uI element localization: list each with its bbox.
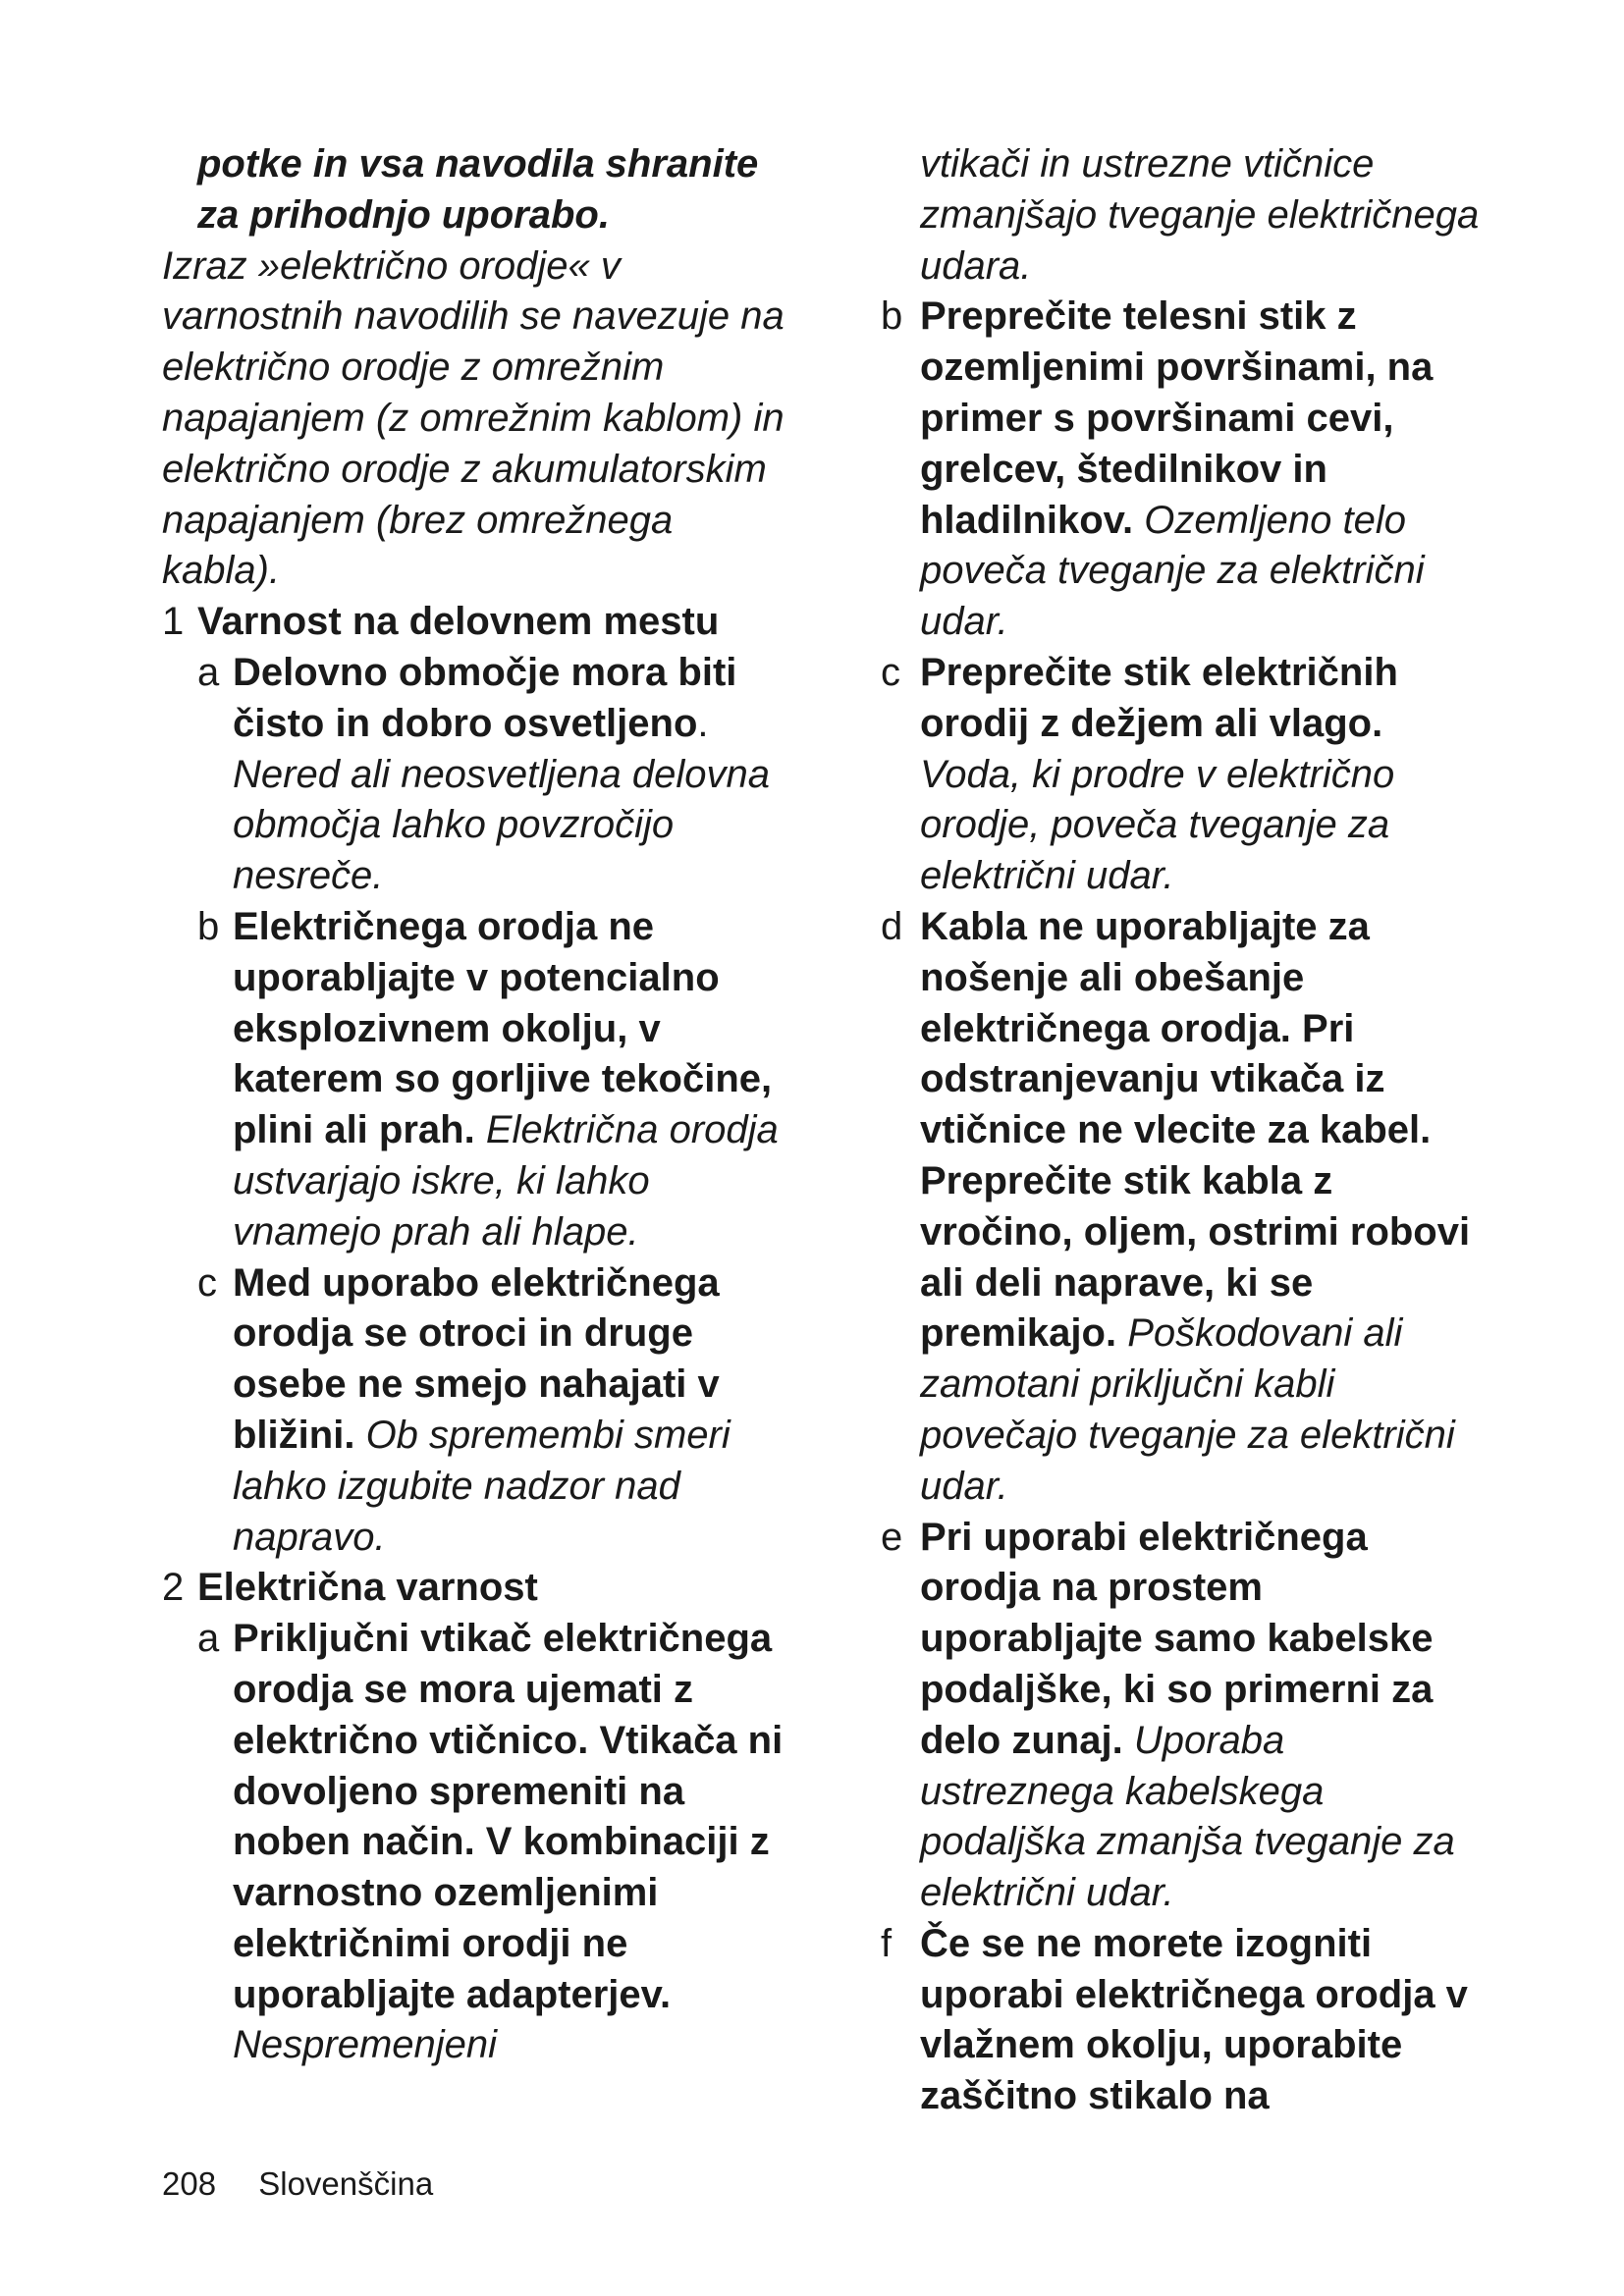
item-instruction: Pri uporabi električnega orodja na prostem uporabljajte samo kabelske podaljške, ki so primerni za delo zunaj. <box>920 1515 1434 1762</box>
continuation-text: vtikači in ustrezne vtičnice zmanjšajo tveganje električnega udara. <box>920 142 1480 288</box>
item-instruction: Kabla ne uporabljajte za nošenje ali obešanje električnega orodja. Pri odstranjevanju vtikača iz vtičnice ne vlecite za kabel. Preprečite stik kabla z vročino, oljem, ostrimi robovi ali deli naprave, ki se premikajo. <box>920 904 1471 1356</box>
item-instruction: Če se ne morete izogniti uporabi električnega orodja v vlažnem okolju, uporabite zaščitno stikalo na <box>920 1921 1468 2118</box>
item-letter: f <box>881 1921 893 1965</box>
list-item <box>881 902 1489 1513</box>
section-workplace-safety <box>162 597 790 648</box>
item-explanation: Električna orodja ustvarjajo iskre, ki lahko vnamejo prah ali hlape. <box>233 1108 779 1254</box>
list-item <box>162 1614 790 2071</box>
item-explanation: Nered ali neosvetljena delovna območja lahko povzročijo nesreče. <box>233 752 771 898</box>
footer-language: Slovenščina <box>258 2165 434 2202</box>
right-column <box>881 139 1489 2122</box>
item-explanation: Ozemljeno telo poveča tveganje za električni udar. <box>920 498 1425 644</box>
lead-text: potke in vsa navodila shranite za prihodnjo uporabo. <box>197 142 759 237</box>
section-title: Varnost na delovnem mestu <box>197 600 720 644</box>
list-item <box>881 648 1489 902</box>
item-punctuation: . <box>697 701 709 745</box>
item-letter: c <box>881 650 900 694</box>
item-instruction: Delovno območje mora biti čisto in dobro osvetljeno <box>233 650 737 745</box>
item-explanation: Ob spremembi smeri lahko izgubite nadzor nad napravo. <box>233 1413 731 1559</box>
item-explanation: Voda, ki prodre v električno orodje, poveča tveganje za električni udar. <box>920 752 1395 898</box>
section-number: 1 <box>162 600 185 644</box>
item-explanation: Poškodovani ali zamotani priključni kabli povečajo tveganje za električni udar. <box>920 1311 1455 1508</box>
item-explanation: Nespremenjeni <box>233 2023 498 2067</box>
list-item <box>162 1258 790 1564</box>
intro-paragraph: Izraz »električno orodje« v varnostnih navodilih se navezuje na električno orodje z omrežnim napajanjem (z omrežnim kablom) in električno orodje z akumulatorskim napajanjem (brez omrežnega kabla). <box>162 243 785 593</box>
item-letter: d <box>881 904 903 948</box>
item-letter: a <box>197 1617 220 1661</box>
section-title: Električna varnost <box>197 1566 538 1610</box>
page-footer <box>162 2164 433 2204</box>
item-instruction: Električnega orodja ne uporabljajte v potencialno eksplozivnem okolju, v katerem so gorljive tekočine, plini ali prah. <box>233 904 773 1152</box>
section-electrical-safety <box>162 1563 790 1614</box>
item-letter: b <box>881 294 903 339</box>
left-column <box>162 139 790 2071</box>
item-letter: e <box>881 1515 903 1559</box>
list-item <box>881 292 1489 648</box>
item-letter: b <box>197 904 220 948</box>
item-instruction: Preprečite telesni stik z ozemljenimi površinami, na primer s površinami cevi, grelcev, štedilnikov in hladilnikov. <box>920 294 1434 542</box>
section-number: 2 <box>162 1566 185 1610</box>
list-item <box>162 648 790 902</box>
item-letter: a <box>197 650 220 694</box>
list-item <box>881 1919 1489 2122</box>
list-item <box>162 902 790 1258</box>
item-instruction: Preprečite stik električnih orodij z dežjem ali vlago. <box>920 650 1398 745</box>
item-letter: c <box>197 1260 217 1305</box>
item-explanation: Uporaba ustreznega kabelskega podaljška zmanjša tveganje za električni udar. <box>920 1718 1455 1915</box>
item-instruction: Priključni vtikač električnega orodja se mora ujemati z električno vtičnico. Vtikača ni dovoljeno spremeniti na noben način. V kombinaciji z varnostno ozemljenimi električnimi orodji ne uporabljajte adapterjev. <box>233 1617 784 2016</box>
item-instruction: Med uporabo električnega orodja se otroci in druge osebe ne smejo nahajati v bližini. <box>233 1260 720 1457</box>
list-item <box>881 1513 1489 1919</box>
page-number: 208 <box>162 2165 217 2202</box>
